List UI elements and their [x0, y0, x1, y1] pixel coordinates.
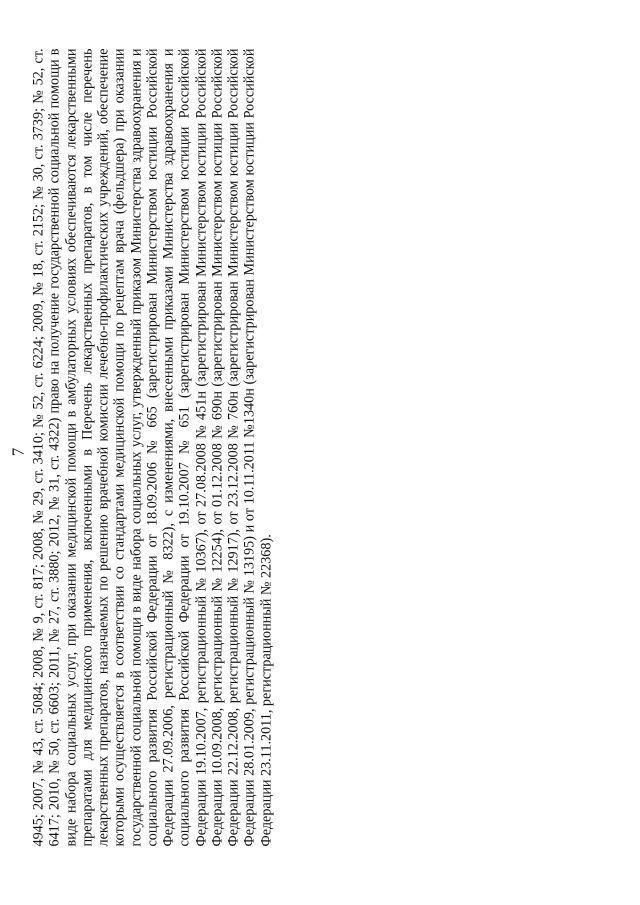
page-number: 7: [8, 447, 28, 457]
body-paragraph: 4945; 2007, № 43, ст. 5084; 2008, № 9, ст. 817; 2008, № 29, ст. 3410; № 52, ст. 6224; 2009, № 18, ст. 2152; № 30, ст. 3739; № 52, ст. 6417; 2010, № 50, ст. 6603; 2011, № 27, ст. 3880; 2012, № 31, ст. 4322) право на получение государственной социальной помощи в виде набора социальных услуг, при оказании медицинской помощи в амбулаторных условиях обеспечиваются лекарственными препаратами для медицинского применения, включенными в Перечень лекарственных препаратов, в том числе перечень лекарственных препаратов, назначаемых по решению врачебной комиссии лечебно-профилактических учреждений, обеспечение которыми осуществляется в соответствии со стандартами медицинской помощи по рецептам врача (фельдшера) при оказании государственной социальной помощи в виде набора социальных услуг, утвержденный приказом Министерства здравоохранения и социального развития Российской Федерации от 18.09.2006 № 665 (зарегистрирован Министерством юстиции Российской Федерации 27.09.2006, регистрационный № 8322), с изменениями, внесенными приказами Министерства здравоохранения и социального развития Российской Федерации от 19.10.2007 № 651 (зарегистрирован Министерством юстиции Российской Федерации 19.10.2007, регистрационный № 10367), от 27.08.2008 № 451н (зарегистрирован Министерством юстиции Российской Федерации 10.09.2008, регистрационный № 12254), от 01.12.2008 № 690н (зарегистрирован Министерством юстиции Российской Федерации 22.12.2008, регистрационный № 12917), от 23.12.2008 № 760н (зарегистрирован Министерством юстиции Российской Федерации 28.01.2009, регистрационный № 13195) и от 10.11.2011 №1340н (зарегистрирован Министерством юстиции Российской Федерации 23.11.2011, регистрационный № 22368).: [30, 48, 274, 847]
rotated-page-content: [1, 0, 640, 905]
